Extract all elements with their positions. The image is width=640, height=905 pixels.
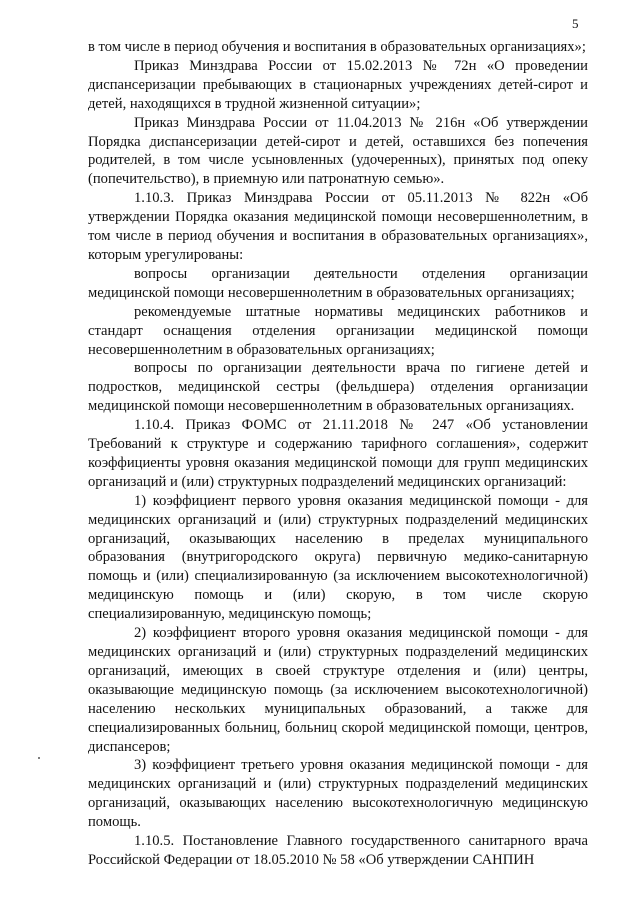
paragraph-coefficient-level-1: 1) коэффициент первого уровня оказания медицинской помощи - для медицинских организаций и (или) структурных подразделений медицинских организаций, оказывающих населению в пределах муниципального образования (внутригородского округа) первичную медико-санитарную помощь и (или) специализированную (за исключением высокотехнологичной) медицинскую помощь и (или) скорую, в том числе скорую специализированную, медицинскую помощь; [88,492,588,623]
paragraph-order-216n: Приказ Минздрава России от 11.04.2013 № 216н «Об утверждении Порядка диспансеризации детей-сирот и детей, оставшихся без попечения родителей, в том числе усыновленных (удочеренных), принятых под опеку (попечительство), в приемную или патронатную семью». [88,114,588,188]
paragraph-list-item: вопросы организации деятельности отделения организации медицинской помощи несовершеннолетним в образовательных организациях; [88,265,588,301]
paragraph-list-item: вопросы по организации деятельности врача по гигиене детей и подростков, медицинской сестры (фельдшера) отделения организации медицинской помощи несовершеннолетним в образовательных организациях. [88,360,588,415]
document-body [88,38,588,870]
page-number: 5 [572,16,579,31]
paragraph-list-item: рекомендуемые штатные нормативы медицинских работников и стандарт оснащения отделения организации медицинской помощи несовершеннолетним в образовательных организациях; [88,303,588,358]
paragraph-1-10-5: 1.10.5. Постановление Главного государственного санитарного врача Российской Федерации от 18.05.2010 № 58 «Об утверждении САНПИН [88,833,588,868]
paragraph-coefficient-level-3: 3) коэффициент третьего уровня оказания медицинской помощи - для медицинских организаций и (или) структурных подразделений медицинских организаций, оказывающих населению высокотехнологичную медицинскую помощь. [88,757,588,831]
paragraph-order-72n: Приказ Минздрава России от 15.02.2013 № 72н «О проведении диспансеризации пребывающих в стационарных учреждениях детей-сирот и детей, находящихся в трудной жизненной ситуации»; [88,57,588,112]
paragraph-1-10-3: 1.10.3. Приказ Минздрава России от 05.11.2013 № 822н «Об утверждении Порядка оказания медицинской помощи несовершеннолетним, в том числе в период обучения и воспитания в образовательных организациях», которым урегулированы: [88,190,588,263]
scan-speck [38,757,40,759]
paragraph-1-10-4: 1.10.4. Приказ ФОМС от 21.11.2018 № 247 «Об установлении Требований к структуре и содержанию тарифного соглашения», содержит коэффициенты уровня оказания медицинской помощи для групп медицинских организаций и (или) структурных подразделений медицинских организаций: [88,417,588,490]
paragraph-continuation: в том числе в период обучения и воспитания в образовательных организациях»; [88,39,586,55]
paragraph-coefficient-level-2: 2) коэффициент второго уровня оказания медицинской помощи - для медицинских организаций и (или) структурных подразделений медицинских организаций, имеющих в своей структуре отделения и (или) центры, оказывающие медицинскую помощь (за исключением высокотехнологичной) населению нескольких муниципальных образований, а также для специализированных больниц, больниц скорой медицинской помощи, центров, диспансеров; [88,625,588,755]
